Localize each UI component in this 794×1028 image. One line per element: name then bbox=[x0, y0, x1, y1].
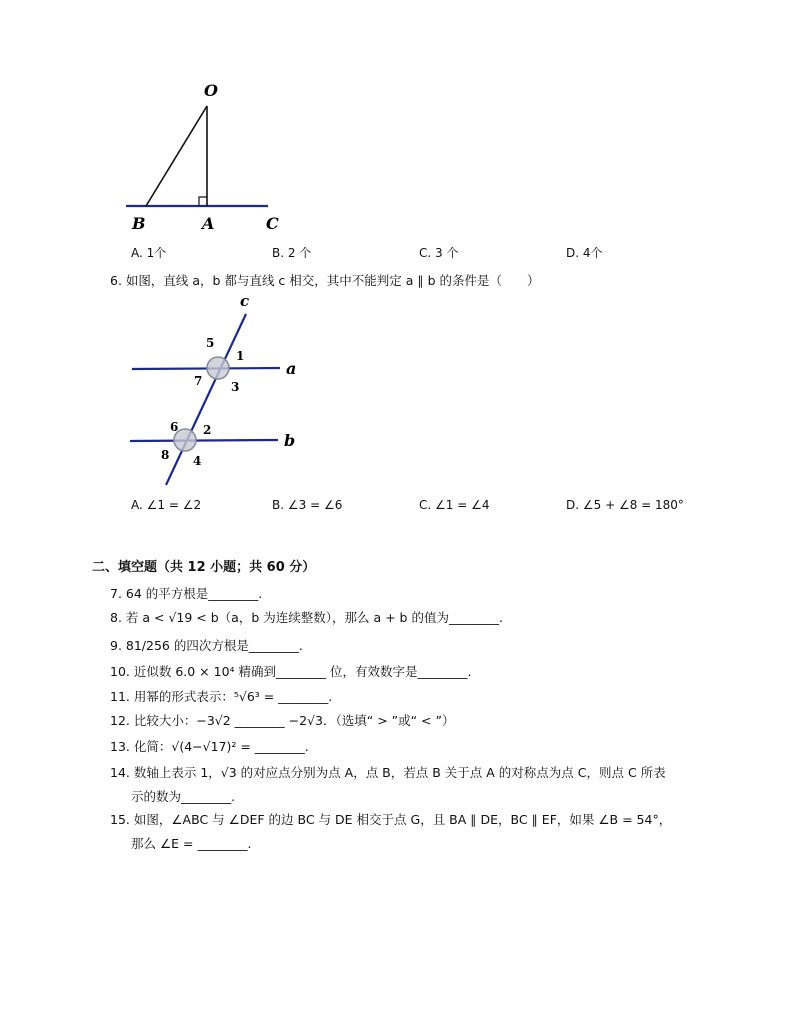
angle-label-1: 1 bbox=[236, 349, 245, 363]
question-13: 13. 化简：√(4−√17)² = ________. bbox=[110, 739, 309, 754]
angle-arc-top bbox=[207, 357, 229, 379]
q5-option-c: C. 3 个 bbox=[419, 246, 459, 260]
triangle-figure bbox=[118, 76, 298, 236]
angle-label-7: 7 bbox=[194, 374, 203, 388]
question-14-line-2: 示的数为________. bbox=[131, 789, 235, 804]
label-a: A bbox=[202, 214, 215, 233]
parallel-lines-figure bbox=[120, 288, 320, 488]
angle-label-8: 8 bbox=[161, 448, 170, 462]
angle-label-4: 4 bbox=[193, 454, 202, 468]
question-8: 8. 若 a < √19 < b（a，b 为连续整数），那么 a + b 的值为________. bbox=[110, 610, 503, 625]
q6-text: 6. 如图，直线 a，b 都与直线 c 相交，其中不能判定 a ∥ b 的条件是（ ） bbox=[110, 273, 540, 288]
question-15-line-2: 那么 ∠E = ________. bbox=[131, 836, 252, 851]
angle-label-3: 3 bbox=[231, 380, 240, 394]
q5-option-a: A. 1个 bbox=[131, 246, 167, 260]
section-title: 二、填空题（共 12 小题；共 60 分） bbox=[92, 560, 316, 575]
question-7: 7. 64 的平方根是________. bbox=[110, 586, 263, 601]
label-o: O bbox=[204, 81, 218, 100]
line-b bbox=[130, 440, 278, 441]
label-b-line: b bbox=[284, 431, 296, 450]
question-9: 9. 81/256 的四次方根是________. bbox=[110, 638, 303, 653]
q6-option-d: D. ∠5 + ∠8 = 180° bbox=[566, 498, 684, 512]
question-14-line-1: 14. 数轴上表示 1，√3 的对应点分别为点 A，点 B，若点 B 关于点 A 的对称点为点 C，则点 C 所表 bbox=[110, 765, 666, 780]
q6-option-a: A. ∠1 = ∠2 bbox=[131, 498, 202, 512]
segment-ob bbox=[146, 106, 207, 206]
q6-option-b: B. ∠3 = ∠6 bbox=[272, 498, 343, 512]
q6-option-c: C. ∠1 = ∠4 bbox=[419, 498, 490, 512]
right-angle-mark bbox=[199, 197, 207, 206]
question-11: 11. 用幂的形式表示：⁵√6³ = ________. bbox=[110, 689, 333, 704]
q5-option-b: B. 2 个 bbox=[272, 246, 312, 260]
label-a-line: a bbox=[286, 359, 297, 378]
question-10: 10. 近似数 6.0 × 10⁴ 精确到________ 位，有效数字是________. bbox=[110, 664, 472, 679]
label-c: C bbox=[266, 214, 279, 233]
angle-label-6: 6 bbox=[170, 420, 179, 434]
angle-label-2: 2 bbox=[203, 423, 212, 437]
question-12: 12. 比较大小：−3√2 ________ −2√3．（选填“ > ”或“ < ”） bbox=[110, 713, 455, 728]
angle-label-5: 5 bbox=[206, 336, 215, 350]
line-a bbox=[132, 368, 280, 369]
question-15-line-1: 15. 如图，∠ABC 与 ∠DEF 的边 BC 与 DE 相交于点 G，且 BA ∥ DE，BC ∥ EF，如果 ∠B = 54°， bbox=[110, 812, 672, 827]
label-b: B bbox=[132, 214, 146, 233]
q5-option-d: D. 4个 bbox=[566, 246, 603, 260]
label-c-line: c bbox=[240, 292, 250, 310]
